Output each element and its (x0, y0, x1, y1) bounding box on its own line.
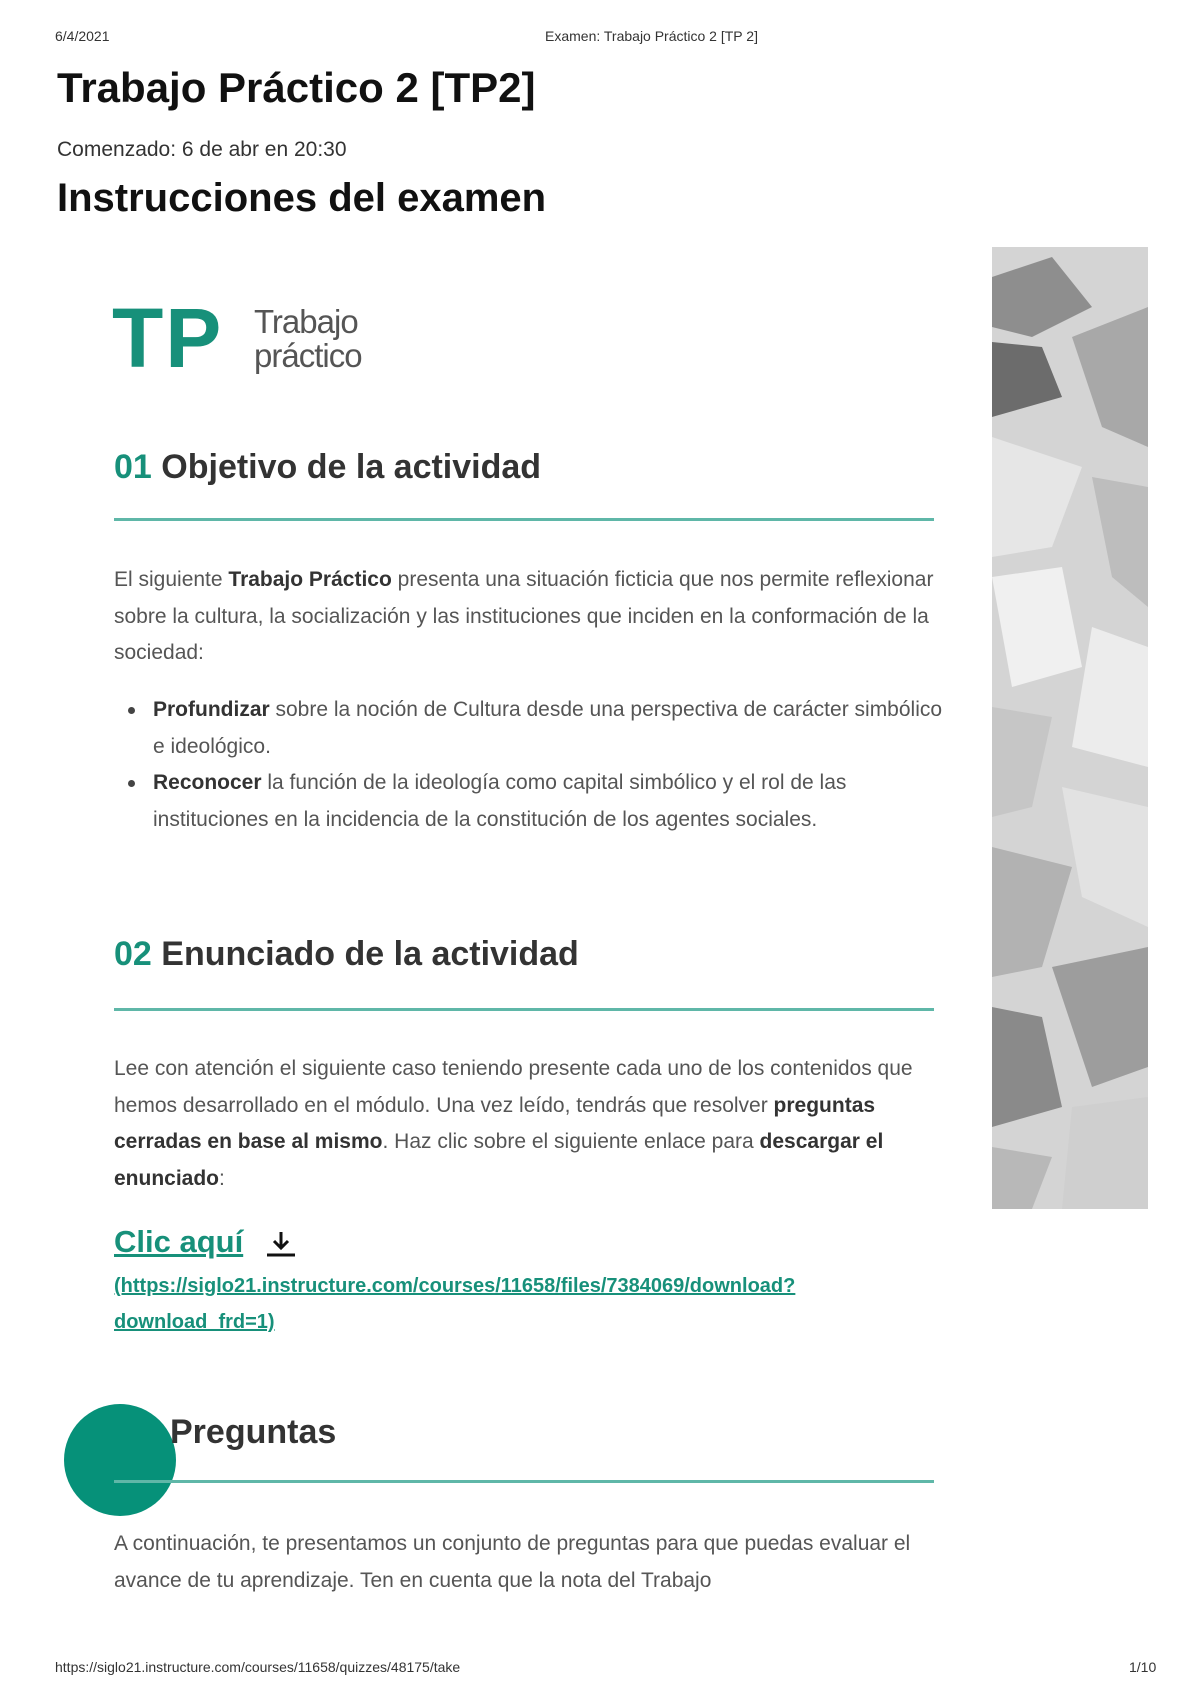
section-divider (114, 518, 934, 521)
page-title: Trabajo Práctico 2 [TP2] (57, 64, 536, 111)
logo-word-2: práctico (254, 337, 362, 374)
download-link[interactable]: Clic aquí (114, 1224, 244, 1259)
section-objective-heading (114, 448, 541, 487)
section-divider (114, 1480, 934, 1483)
section-title: Objetivo de la actividad (161, 448, 542, 486)
download-icon[interactable] (264, 1228, 298, 1263)
logo-word-1: Trabajo (254, 303, 358, 340)
decorative-side-image (992, 247, 1148, 1209)
section-number: 02 (114, 935, 152, 973)
section-number: 01 (114, 448, 152, 486)
section-divider (114, 1008, 934, 1011)
instructions-heading: Instrucciones del examen (57, 176, 547, 220)
started-time: Comenzado: 6 de abr en 20:30 (57, 138, 347, 161)
print-date: 6/4/2021 (55, 28, 110, 44)
download-url-link[interactable]: (https://siglo21.instructure.com/courses/11658/files/7384069/download?download_frd=1) (114, 1275, 796, 1333)
decorative-circle (64, 1404, 176, 1516)
statement-paragraph: Lee con atención el siguiente caso teniendo presente cada uno de los contenidos que hemos desarrollado en el módulo. Una vez leído, tendrás que resolver preguntas cerradas en base al mismo. Haz clic sobre el siguiente enlace para descargar el enunciado: (114, 1057, 913, 1190)
section-statement-heading (114, 935, 579, 974)
list-item: Reconocer la función de la ideología como capital simbólico y el rol de las instituciones en la incidencia de la constitución de los agentes sociales. (114, 765, 944, 838)
section-title: Enunciado de la actividad (161, 935, 579, 973)
section-questions-heading: Preguntas (170, 1413, 337, 1451)
print-footer-url: https://siglo21.instructure.com/courses/11658/quizzes/48175/take (55, 1659, 461, 1675)
objective-list (114, 692, 944, 838)
questions-paragraph: A continuación, te presentamos un conjunto de preguntas para que puedas evaluar el avance de tu aprendizaje. Ten en cuenta que la nota del Trabajo (114, 1532, 911, 1592)
list-item: Profundizar sobre la noción de Cultura desde una perspectiva de carácter simbólico e ideológico. (114, 692, 944, 765)
print-header-title: Examen: Trabajo Práctico 2 [TP 2] (545, 28, 758, 44)
page-number: 1/10 (1129, 1659, 1157, 1675)
objective-paragraph: El siguiente Trabajo Práctico presenta una situación ficticia que nos permite reflexionar sobre la cultura, la socialización y las instituciones que inciden en la conformación de la sociedad: (114, 568, 934, 664)
logo-abbreviation: TP (112, 291, 224, 385)
